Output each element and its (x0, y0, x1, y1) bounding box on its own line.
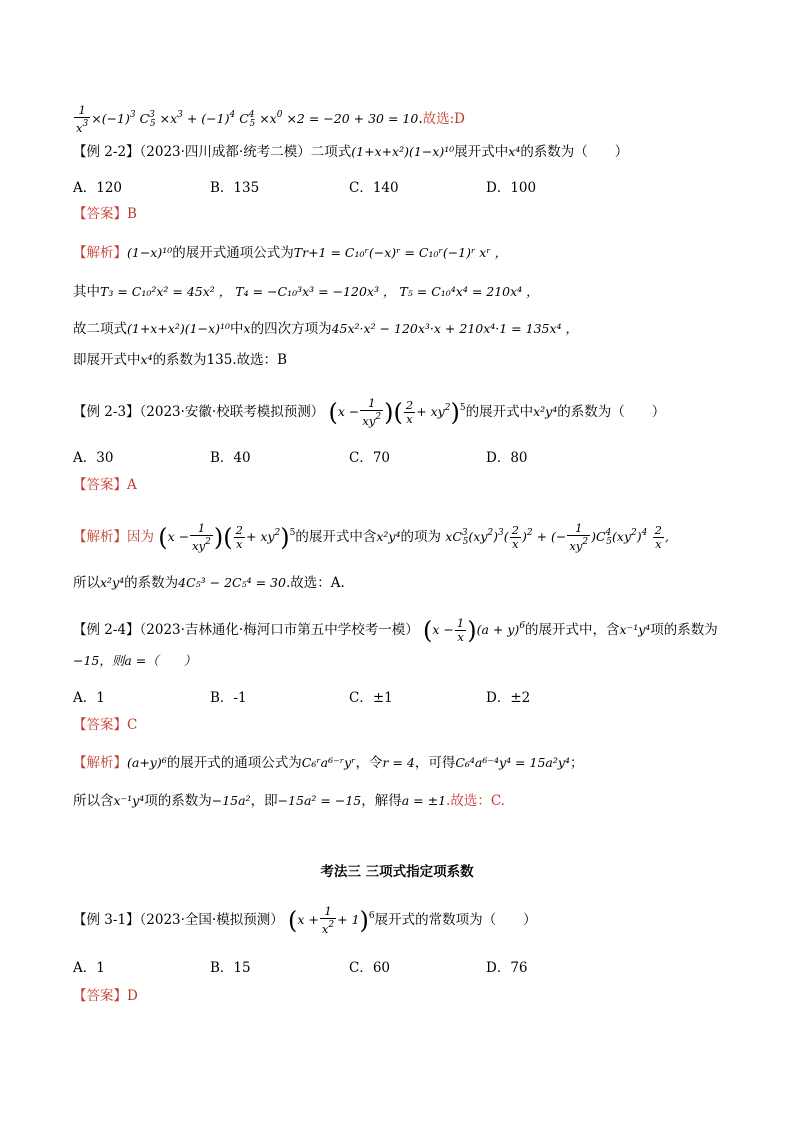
formula: 45x²·x² − 120x³·x + 210x⁴·1 = 135x⁴ ， (331, 321, 579, 336)
example-2-2-solution-line-1 (73, 242, 734, 264)
example-2-4-solution-line-2 (73, 790, 734, 812)
example-source: （2023·安徽·校联考模拟预测） (139, 404, 325, 420)
example-source: （2023·吉林通化·梅河口市第五中学校考一模） (139, 622, 419, 638)
answer-value: A (127, 477, 137, 493)
example-2-3-solution-line-1: 【解析】因为 (x − $\frac{1}{xy^2}$ )( $\frac{2}{x}$ + $xy^2)^5$的展开式中含x²y⁴的项为 $xC^3_5(xy^2)^3$( $\frac{2}{x}$ )$^2$ + (− $\frac{1}{xy^2}$ )$C^4_5(xy^2)^4$ $\frac{2}{x}$ , (73, 521, 669, 553)
choice-a[interactable]: A．1 (73, 960, 105, 976)
answer-value: D (127, 988, 138, 1004)
text: 的四次方项为 (250, 321, 332, 337)
expression: (1+x+x²)(1−x)¹⁰ (351, 144, 455, 159)
example-3-1-answer (73, 985, 734, 1007)
answer-value: C (127, 717, 138, 733)
example-2-4-question (73, 612, 734, 645)
variable: x (243, 321, 251, 336)
text: ，可得 (414, 755, 456, 771)
example-2-2-solution-line-3 (73, 318, 734, 340)
choice-a[interactable]: A．1 (73, 690, 105, 706)
text: 项的系数为 (144, 793, 212, 809)
expression: (a+y)⁶ (127, 755, 167, 770)
formula: −15a² = −15 (277, 793, 362, 808)
choice-b[interactable]: B．40 (210, 450, 251, 466)
choice-a[interactable]: A．120 (73, 180, 123, 196)
formula: 4C₅³ − 2C₅⁴ = 30 (178, 575, 286, 590)
text: −15，则a =（ ） (73, 653, 197, 668)
formula: C₆ʳa⁶⁻ʳyʳ (301, 755, 356, 770)
term: x⁴ (140, 352, 153, 367)
binomial-expression: (x − $\frac{1}{xy^2}$ )( $\frac{2}{x}$ + $xy^2)^5$ (328, 396, 466, 428)
text: 所以含 (73, 793, 114, 809)
formula: $\times(-1)^3$ $C^3_5 \times x^3 + (-1)^4$ $C^4_5 \times x^0 \times 2 = -20 + 30 = 10$ (91, 110, 419, 129)
choice-b[interactable]: B．-1 (210, 690, 247, 706)
example-2-2-answer (73, 203, 734, 225)
text: 项的系数为 (650, 622, 718, 638)
text: 的系数为 (124, 575, 179, 591)
text: 的展开式中，含 (525, 622, 620, 638)
answer-text: 故选:D (422, 111, 465, 127)
example-label: 【例 2-3】 (73, 404, 140, 420)
example-2-2-solution-line-2 (73, 281, 734, 303)
example-2-3-solution-line-2 (73, 572, 734, 594)
term: x²y⁴ (533, 404, 558, 419)
formula: C₆⁴a⁶⁻⁴y⁴ = 15a²y⁴ (455, 755, 570, 770)
solution-label: 【解析】 (73, 529, 127, 545)
text: .故选：A. (285, 575, 345, 591)
example-2-4-answer (73, 714, 734, 736)
question-text: 展开式中 (454, 144, 509, 160)
text: 故二项式 (73, 321, 127, 337)
text: 其中 (73, 284, 100, 300)
text: 即展开式中 (73, 352, 141, 368)
choice-c[interactable]: C．140 (349, 180, 399, 196)
formula: r = 4 (382, 755, 415, 770)
term: x⁴ (508, 144, 521, 159)
text: 的展开式中含 (295, 529, 377, 545)
choice-d[interactable]: D．±2 (486, 690, 531, 706)
example-3-1-question (73, 902, 734, 936)
expression: (1−x)¹⁰ (127, 245, 173, 260)
text: 的系数为135.故选：B (152, 352, 288, 368)
choice-c[interactable]: C．60 (349, 960, 391, 976)
text: ； (569, 755, 584, 771)
choice-a[interactable]: A．30 (73, 450, 114, 466)
answer-label: 【答案】 (73, 477, 127, 493)
text: ，即 (250, 793, 278, 809)
example-2-4-question-line-2 (73, 650, 734, 672)
choice-d[interactable]: D．100 (486, 180, 537, 196)
question-end: 的系数为（ ） (557, 404, 666, 420)
text: 所以 (73, 575, 100, 591)
example-2-4-solution-line-1 (73, 752, 734, 774)
binomial-expression: (x − $\frac{1}{x}$ )$(a + y)^6$ (423, 616, 526, 645)
fraction-1-over-x3: $\frac{1}{x^3}$ (76, 103, 89, 135)
example-2-2-solution-line-4 (73, 349, 734, 371)
example-label: 【例 3-1】 (73, 912, 140, 928)
formula: −15a² (211, 793, 251, 808)
text: 的项为 (400, 529, 441, 545)
solution-label: 【解析】 (73, 245, 127, 261)
answer-label: 【答案】 (73, 717, 127, 733)
term: x²y⁴ (100, 575, 125, 590)
choice-d[interactable]: D．80 (486, 450, 528, 466)
text: 中 (230, 321, 244, 337)
example-2-2-question (73, 141, 734, 163)
text: ，令 (355, 755, 383, 771)
solution-label: 【解析】 (73, 755, 127, 771)
text: ，解得 (361, 793, 402, 809)
choice-b[interactable]: B．15 (210, 960, 251, 976)
term: x²y⁴ (376, 529, 401, 544)
example-source: （2023·四川成都·统考二模）二项式 (139, 144, 352, 160)
answer-label: 【答案】 (73, 206, 127, 222)
text: .故选：C. (446, 793, 505, 809)
example-source: （2023·全国·模拟预测） (139, 912, 284, 928)
choice-b[interactable]: B．135 (210, 180, 260, 196)
question-end: 的系数为（ ） (520, 144, 629, 160)
question-end: 展开式的常数项为（ ） (374, 912, 537, 928)
term: x⁻¹y⁴ (113, 793, 145, 808)
choice-c[interactable]: C．70 (349, 450, 391, 466)
prev-solution-tail: $\frac{1}{x^3}$ $\times(-1)^3$ $C^3_5 \times x^3 + (-1)^4$ $C^4_5 \times x^0 \times 2 = -20 + 30 = 10$.故选:D (76, 103, 465, 135)
formula: T₃ = C₁₀²x² = 45x² ， T₄ = −C₁₀³x³ = −120x³ ， T₅ = C₁₀⁴x⁴ = 210x⁴ ， (100, 284, 539, 299)
choice-d[interactable]: D．76 (486, 960, 528, 976)
answer-label: 【答案】 (73, 988, 127, 1004)
choice-c[interactable]: C．±1 (349, 690, 393, 706)
answer-value: B (127, 206, 137, 222)
example-label: 【例 2-2】 (73, 144, 140, 160)
text: 因为 (127, 529, 154, 545)
text: 的展开式通项公式为 (172, 245, 294, 261)
text: 的展开式中 (465, 404, 534, 420)
binomial-expression: (x − $\frac{1}{xy^2}$ )( $\frac{2}{x}$ + $xy^2)^5$ (158, 521, 296, 553)
term: x⁻¹y⁴ (619, 622, 651, 637)
section-title: 考法三 三项式指定项系数 (320, 864, 474, 880)
formula: Tr+1 = C₁₀ʳ(−x)ʳ = C₁₀ʳ(−1)ʳ xʳ ， (293, 245, 508, 260)
term-formula: $xC^3_5(xy^2)^3$( (445, 528, 509, 547)
example-label: 【例 2-4】 (73, 622, 140, 638)
expression: (1+x+x²)(1−x)¹⁰ (127, 321, 231, 336)
text: 的展开式的通项公式为 (166, 755, 302, 771)
example-2-3-question (73, 394, 734, 428)
trinomial-expression: (x + $\frac{1}{x^2}$ + 1)$^6$ (288, 904, 375, 936)
example-2-3-answer (73, 474, 734, 496)
formula: a = ±1 (401, 793, 447, 808)
